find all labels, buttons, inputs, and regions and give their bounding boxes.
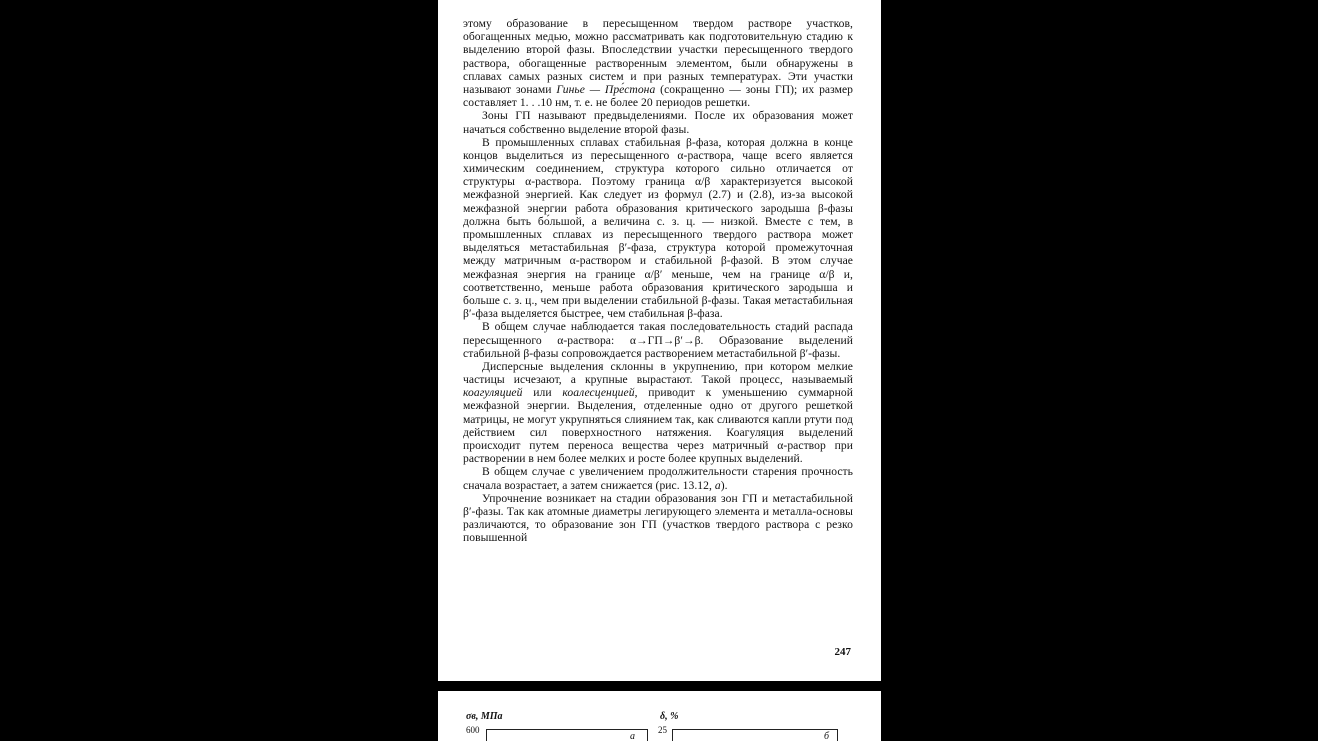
right-panel-letter: б: [824, 731, 830, 741]
term-coalescence: коалесценцией: [562, 386, 635, 400]
paragraph-7: Упрочнение возникает на стадии образования зон ГП и метастабильной β′-фазы. Так как атомные диаметры легирующего элемента и металла-основы различаются, то образование зон ГП (участков твердого раствора с резко повышенной: [463, 491, 853, 545]
left-axis-tick: 600: [466, 725, 480, 735]
term-coagulation: коагуляцией: [463, 386, 523, 400]
right-plot-frame: [672, 729, 838, 741]
paragraph-2: Зоны ГП называют предвыделениями. После их образования может начаться собственно выделение второй фазы.: [463, 109, 853, 136]
page-body-text: [463, 17, 853, 545]
paragraph-3: В промышленных сплавах стабильная β-фаза, которая должна в конце концов выделиться из пересыщенного α-раствора, чаще всего является химическим соединением, структура которого сильно отличается от структуры α-раствора. Поэтому граница α/β характеризуется высокой межфазной энергией. Как следует из формул (2.7) и (2.8), из-за высокой межфазной энергии работа образования критического зародыша β-фазы должна быть бо́льшой, а величина с. з. ц. — низкой. Вместе с тем, в промышленных сплавах из пересыщенного твердого раствора может выделяться метастабильная β′-фаза, структура которой промежуточная между матричным α-раствором и стабильной β-фазой. В этом случае межфазная энергия на границе α/β′ меньше, чем на границе α/β и, соответственно, меньше работа образования критического зародыша и больше с. з. ц., чем при выделении стабильной β-фазы. Такая метастабильная β′-фаза выделяется быстрее, чем стабильная β-фаза.: [463, 135, 853, 321]
left-axis-label: σв, МПа: [466, 711, 503, 722]
term-guinier-preston: Гинье — Пре́стона: [556, 82, 656, 96]
left-panel-letter: а: [630, 731, 635, 741]
paragraph-5: Дисперсные выделения склонны в укрупнению, при котором мелкие частицы исчезают, а крупные вырастают. Такой процесс, называемый коагуляцией или коалесценцией, приводит к уменьшению суммарной межфазной энергии. Выделения, отделенные одно от другого решеткой матрицы, не могут укрупняться слиянием так, как сливаются капли ртути под действием сил поверхностного натяжения. Коагуляция выделений происходит путем переноса вещества через матричный α-раствор при растворении в нем более мелких и росте более крупных выделений.: [463, 359, 853, 466]
paragraph-1: этому образование в пересыщенном твердом растворе участков, обогащенных медью, можно рассматривать как подготовительную стадию к выделению второй фазы. Впоследствии участки пересыщенного твердого раствора, обогащенные растворенным элементом, были обнаружены в сплавах самых разных систем и при разных температурах. Эти участки называют зонами Гинье — Пре́стона (сокращенно — зоны ГП); их размер составляет 1. . .10 нм, т. е. не более 20 периодов решетки.: [463, 17, 854, 110]
figure-ref-letter: а: [714, 478, 721, 492]
left-plot-frame: [486, 729, 648, 741]
paragraph-4: В общем случае наблюдается такая последовательность стадий распада пересыщенного α-раствора: α→ГП→β′→β. Образование выделений стабильной β-фазы сопровождается растворением метастабильной β′-фазы.: [463, 320, 853, 360]
paragraph-6: В общем случае с увеличением продолжительности старения прочность сначала возрастает, а затем снижается (рис. 13.12, а).: [463, 465, 853, 492]
book-page-247: [438, 0, 881, 681]
book-page-248-top: [438, 691, 881, 741]
right-axis-tick: 25: [658, 725, 667, 735]
page-number: 247: [834, 646, 851, 658]
right-axis-label: δ, %: [660, 711, 679, 722]
